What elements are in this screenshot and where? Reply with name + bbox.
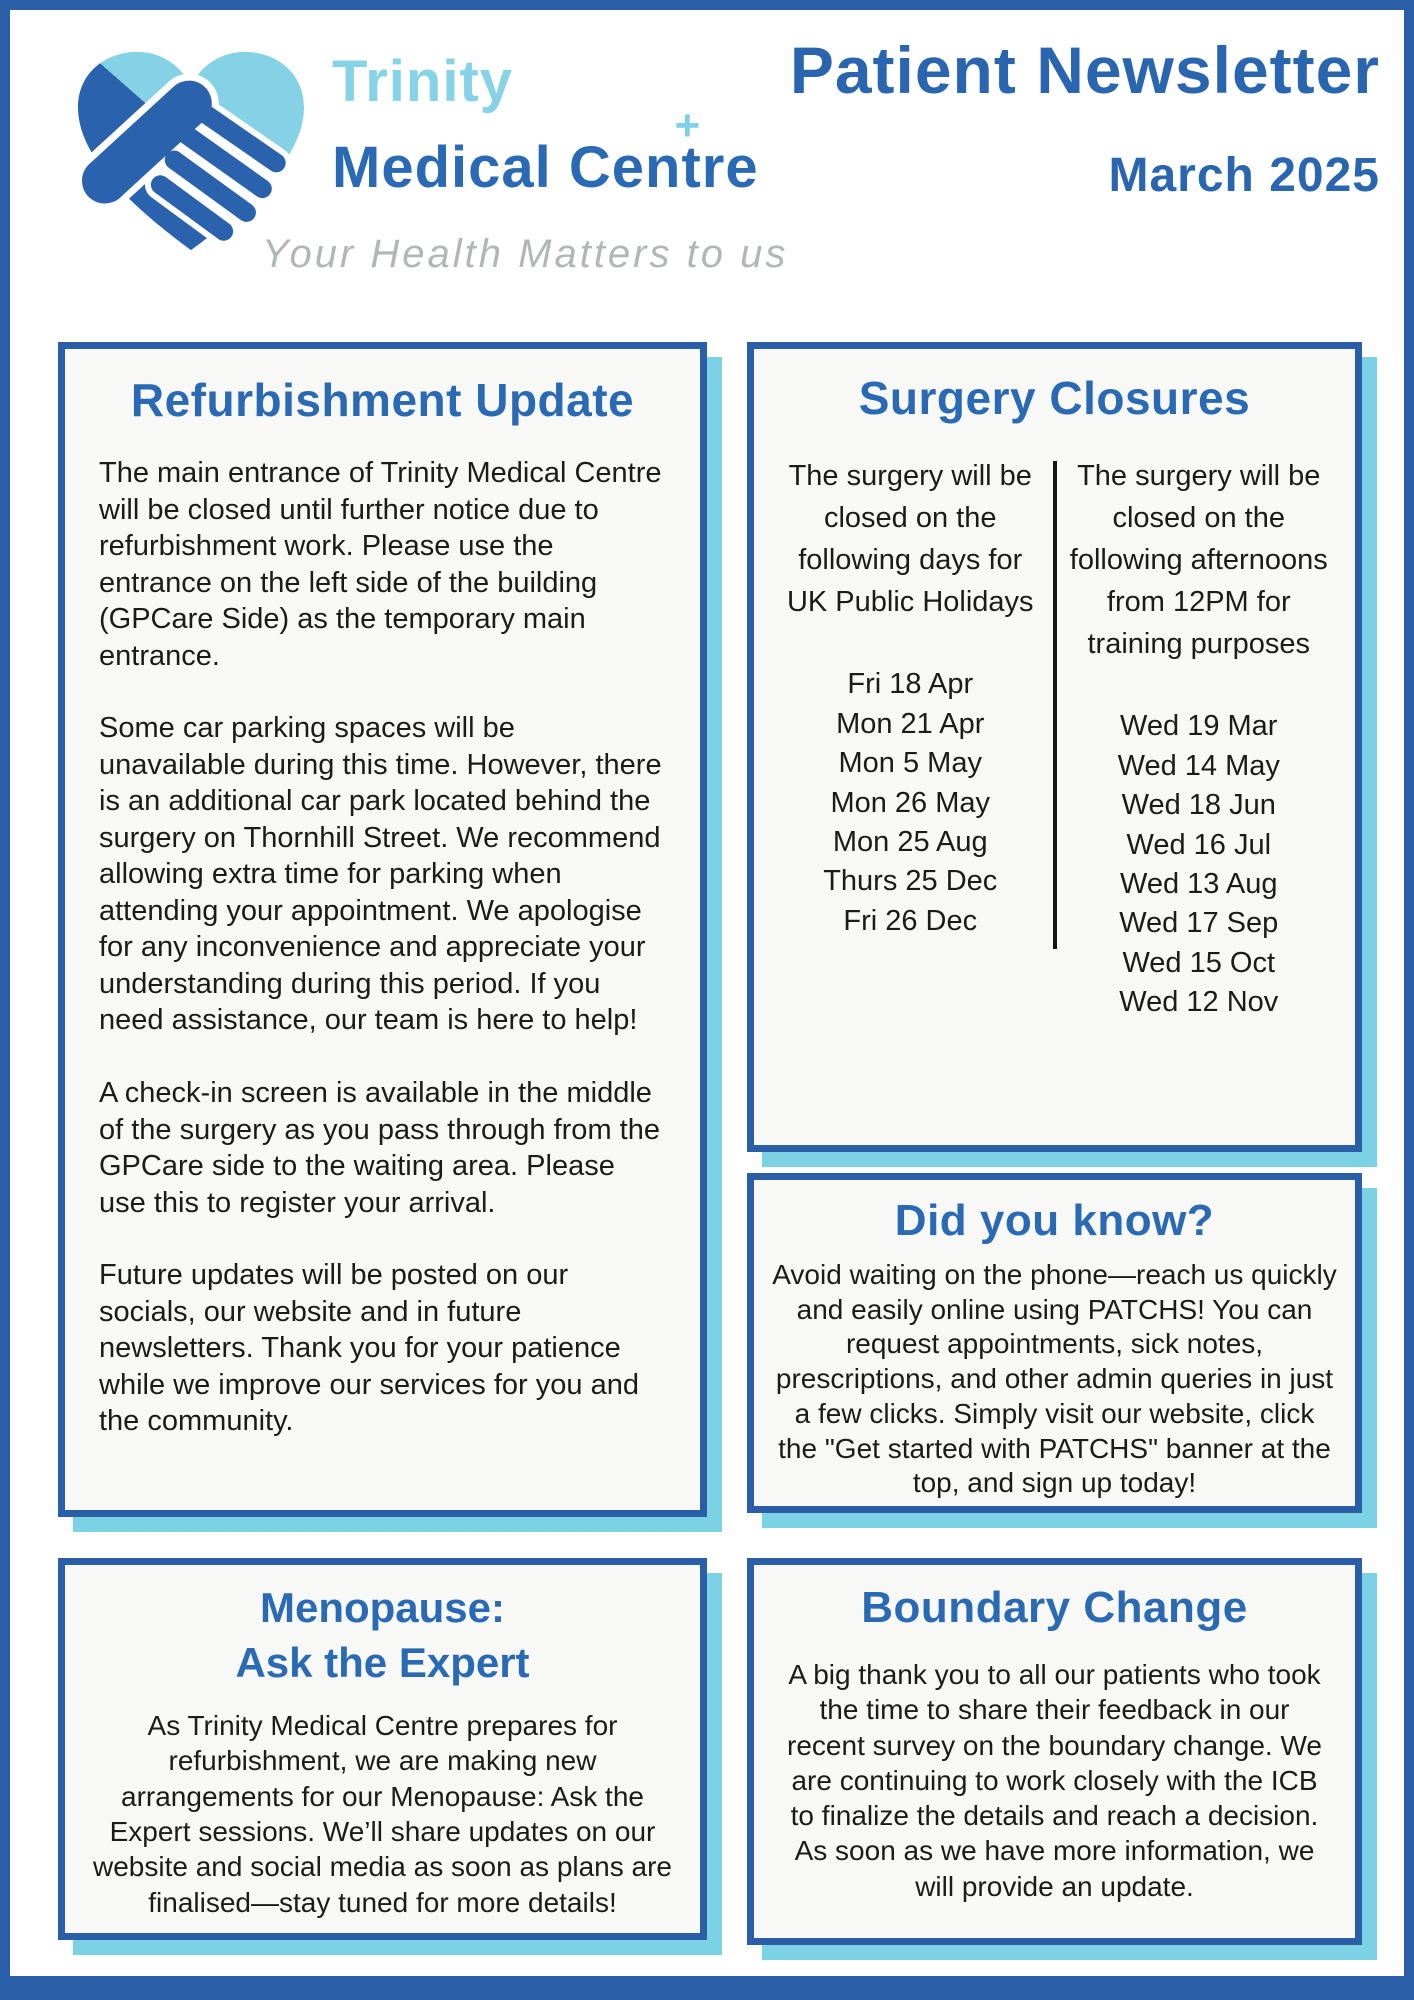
did-you-know-body: Avoid waiting on the phone—reach us quickly and easily online using PATCHS! You can request appointments, sick notes, prescriptions, and other admin queries in just a few clicks. Simply visit our website, click the "Get started with PATCHS" banner at the top, and sign up today! [772,1259,1337,1499]
brand-line2-post: re [701,135,759,200]
closure-date: Wed 12 Nov [1119,986,1279,1019]
closure-date: Mon 25 Aug [832,825,988,858]
brand-tagline: Your Health Matters to us [262,232,789,276]
brand-letter-t: t + [674,101,702,200]
refurbishment-paragraph: The main entrance of Trinity Medical Centre will be closed until further notice due to refurbishment work. Please use the entrance on the left side of the building (GPCare Side) as the temporary main entrance. [99,457,662,672]
surgery-closures-box [747,342,1362,1152]
column-divider [1053,461,1057,949]
menopause-title-line2: Ask the Expert [235,1638,530,1686]
closure-date: Thurs 25 Dec [823,865,998,898]
training-afternoons-date-list [1069,707,1330,1023]
public-holidays-date-list [780,665,1041,941]
closure-date: Wed 17 Sep [1119,907,1279,940]
boundary-change-body: A big thank you to all our patients who took the time to share their feedback in our recent survey on the boundary change. We are continuing to work closely with the ICB to finalize the details and reach a decision. As soon as we have more information, we will provide an update. [787,1659,1322,1902]
public-holidays-column [766,455,1055,1023]
closure-date: Wed 15 Oct [1122,946,1276,979]
boundary-change-box [747,1558,1362,1945]
closure-date: Wed 16 Jul [1126,828,1272,861]
closure-date: Wed 18 Jun [1121,789,1276,822]
brand-name-medical-centre [332,101,759,201]
closure-date: Wed 13 Aug [1120,867,1278,900]
surgery-closures-title: Surgery Closures [858,372,1251,424]
training-afternoons-intro: The surgery will be closed on the following afternoons from 12PM for training purposes [1069,460,1328,661]
menopause-box [58,1558,707,1940]
closure-date: Mon 21 Apr [836,707,985,740]
menopause-title-line1: Menopause: [259,1584,506,1631]
newsletter-title: Patient Newsletter [789,33,1380,107]
refurbishment-paragraph: Some car parking spaces will be unavailable during this time. However, there is an additional car park located behind the surgery on Thornhill Street. We recommend allowing extra time for parking when attending your appointment. We apologise for any inconvenience and appreciate your understanding during this period. If you need assistance, our team is here to help! [99,712,662,1037]
closure-date: Mon 5 May [838,747,982,780]
refurbishment-paragraph: A check-in screen is available in the middle of the surgery as you pass through from the GPCare side to the waiting area. Please use this to register your arrival. [99,1076,660,1219]
menopause-body: As Trinity Medical Centre prepares for refurbishment, we are making new arrangements for our Menopause: Ask the Expert sessions. We’ll share updates on our website and social media as soon as plans are finalised—stay tuned for more details! [93,1710,673,1918]
closure-date: Wed 14 May [1117,749,1280,782]
refurbishment-update-title: Refurbishment Update [130,374,635,426]
closure-date: Wed 19 Mar [1120,710,1278,743]
closure-date: Fri 26 Dec [843,904,978,937]
surgery-closures-columns [766,455,1343,1023]
public-holidays-intro: The surgery will be closed on the following days for UK Public Holidays [786,460,1034,619]
training-afternoons-column [1055,455,1344,1023]
did-you-know-title: Did you know? [894,1196,1215,1245]
refurbishment-paragraph: Future updates will be posted on our socials, our website and in future newsletters. Thank you for your patience while we improve our services for you and the community. [99,1259,639,1438]
brand-name-trinity: Trinity [332,49,514,114]
closure-date: Fri 18 Apr [847,668,974,701]
newsletter-issue-date: March 2025 [1108,149,1380,202]
refurbishment-update-body [99,455,666,1440]
medical-plus-icon: + [674,101,702,150]
did-you-know-box [747,1173,1362,1513]
refurbishment-update-box [58,342,707,1517]
boundary-change-title: Boundary Change [861,1583,1248,1632]
closure-date: Mon 26 May [830,786,991,819]
brand-line2-pre: Medical Cen [332,135,682,200]
